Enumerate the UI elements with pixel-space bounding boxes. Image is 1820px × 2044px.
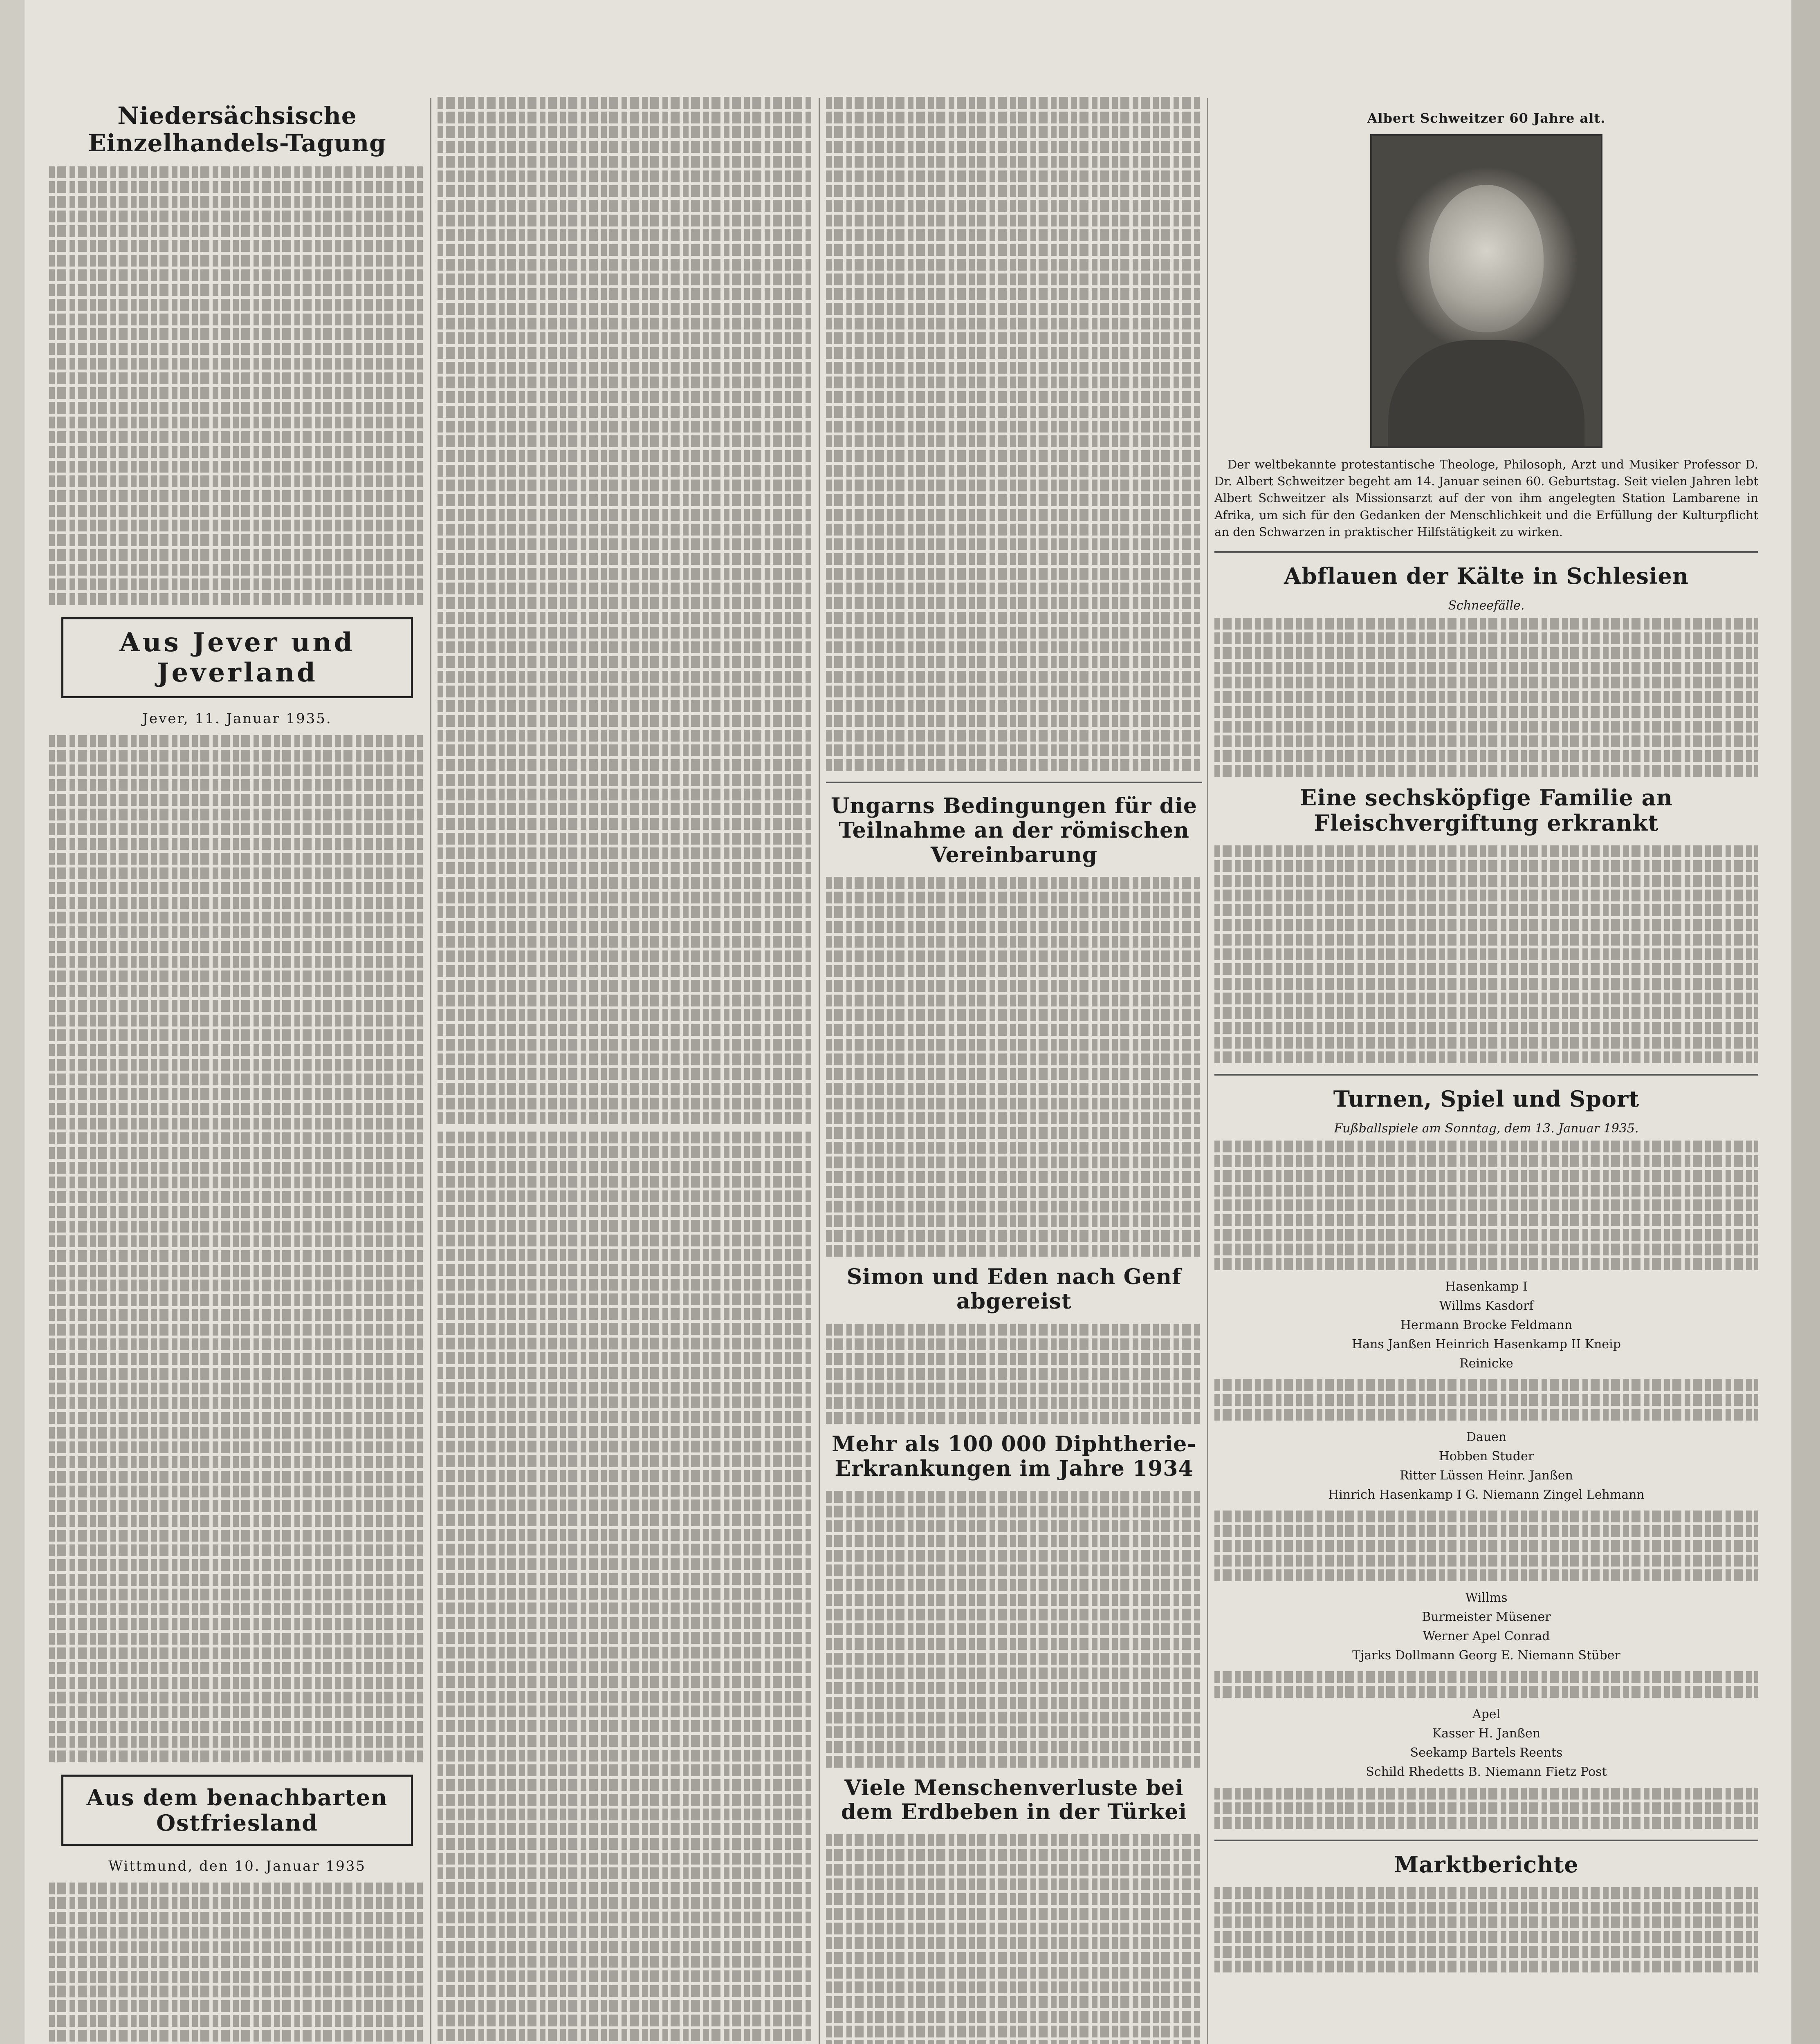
article-body (826, 97, 1202, 771)
lineup-row: Hermann Brocke Feldmann (1400, 1318, 1573, 1333)
column-rule (430, 98, 431, 2044)
lineup-row: Seekamp Bartels Reents (1410, 1746, 1563, 1760)
column-1 (49, 94, 425, 2044)
column-3 (826, 94, 1202, 2044)
headline: Eine sechsköpfige Familie an Fleischvergiftung erkrankt (1300, 784, 1673, 836)
lineup-row: Hasenkamp I (1445, 1280, 1528, 1294)
divider (1214, 551, 1758, 553)
article-body (1214, 1141, 1758, 1270)
headline: Simon und Eden nach Genf abgereist (846, 1264, 1182, 1314)
article-body (49, 735, 425, 1762)
lineup-row: Hans Janßen Heinrich Hasenkamp II Kneip (1352, 1337, 1621, 1352)
article-body (1214, 1887, 1758, 1972)
headline: Ungarns Bedingungen für die Teilnahme an der römischen Vereinbarung (831, 793, 1197, 867)
headline: Abflauen der Kälte in Schlesien (1284, 563, 1689, 589)
lineup-row: Dauen (1466, 1430, 1507, 1445)
subheadline: Schneefälle. (1448, 598, 1525, 613)
article-body (826, 1491, 1202, 1768)
article-body (1214, 1671, 1758, 1698)
lineup-row: Reinicke (1459, 1356, 1513, 1371)
article-body (826, 877, 1202, 1257)
section-box (61, 617, 413, 698)
divider (1214, 1074, 1758, 1076)
lineup-row: Burmeister Müsener (1422, 1610, 1551, 1625)
section-box (61, 1775, 413, 1846)
dateline: Jever, 11. Januar 1935. (142, 710, 332, 727)
portrait-photo (1370, 134, 1602, 448)
subheadline: Fußballspiele am Sonntag, dem 13. Januar 1935. (1334, 1121, 1639, 1136)
page-edge-left (0, 0, 25, 2044)
lineup-row: Hobben Studer (1438, 1449, 1534, 1464)
headline: Marktberichte (1394, 1851, 1579, 1878)
divider (826, 782, 1202, 783)
column-rule (1207, 98, 1208, 2044)
article-body (1214, 618, 1758, 777)
lineup-row: Hinrich Hasenkamp I G. Niemann Zingel Lehmann (1328, 1488, 1645, 1502)
article-body (1214, 845, 1758, 1063)
headline: Niedersächsische Einzelhandels-Tagung (88, 102, 386, 157)
article-body (1214, 1788, 1758, 1829)
article-body (826, 1324, 1202, 1424)
article-body (438, 97, 814, 1124)
lineup-row: Willms (1465, 1591, 1508, 1605)
lineup-row: Willms Kasdorf (1439, 1299, 1534, 1313)
lineup-row: Apel (1472, 1707, 1501, 1722)
section-title: Aus Jever und Jeverland (119, 627, 355, 688)
article-body (49, 166, 425, 605)
team-lineup (1214, 1278, 1758, 1373)
photo-title: Albert Schweitzer 60 Jahre alt. (1367, 110, 1606, 126)
article-body (49, 1883, 425, 2044)
article-body (438, 1132, 814, 2044)
divider (1214, 1840, 1758, 1841)
headline: Turnen, Spiel und Sport (1333, 1086, 1640, 1112)
team-lineup (1214, 1705, 1758, 1781)
lineup-row: Ritter Lüssen Heinr. Janßen (1400, 1468, 1573, 1483)
column-rule (819, 98, 820, 2044)
photo-caption: Der weltbekannte protestantische Theologe, Philosoph, Arzt und Musiker Professor D. Dr. Albert Schweitzer begeht am 14. Januar seinen 60. Geburtstag. Seit vielen Jahren lebt Albert Schweitzer als Missionsarzt auf der von ihm angelegten Station Lambarene in Afrika, um sich für den Gedanken der Menschlichkeit und die Erfüllung der Kulturpflicht an den Schwarzen in praktischer Hilfstätigkeit zu wirken. (1214, 457, 1758, 539)
page-edge-right (1791, 0, 1820, 2044)
team-lineup (1214, 1428, 1758, 1504)
article-body (1214, 1511, 1758, 1581)
article-body (826, 1834, 1202, 2044)
lineup-row: Tjarks Dollmann Georg E. Niemann Stüber (1352, 1648, 1620, 1663)
dateline: Wittmund, den 10. Januar 1935 (108, 1858, 366, 1874)
lineup-row: Kasser H. Janßen (1432, 1726, 1541, 1741)
team-lineup (1214, 1589, 1758, 1665)
headline: Mehr als 100 000 Diphtherie-Erkrankungen im Jahre 1934 (832, 1431, 1196, 1481)
lineup-row: Werner Apel Conrad (1423, 1629, 1550, 1644)
lineup-row: Schild Rhedetts B. Niemann Fietz Post (1366, 1765, 1607, 1780)
headline: Viele Menschenverluste bei dem Erdbeben in der Türkei (841, 1775, 1187, 1825)
column-2 (438, 94, 814, 2044)
section-title: Aus dem benachbarten Ostfriesland (86, 1784, 388, 1836)
column-4 (1214, 94, 1758, 1980)
article-body (1214, 1379, 1758, 1421)
